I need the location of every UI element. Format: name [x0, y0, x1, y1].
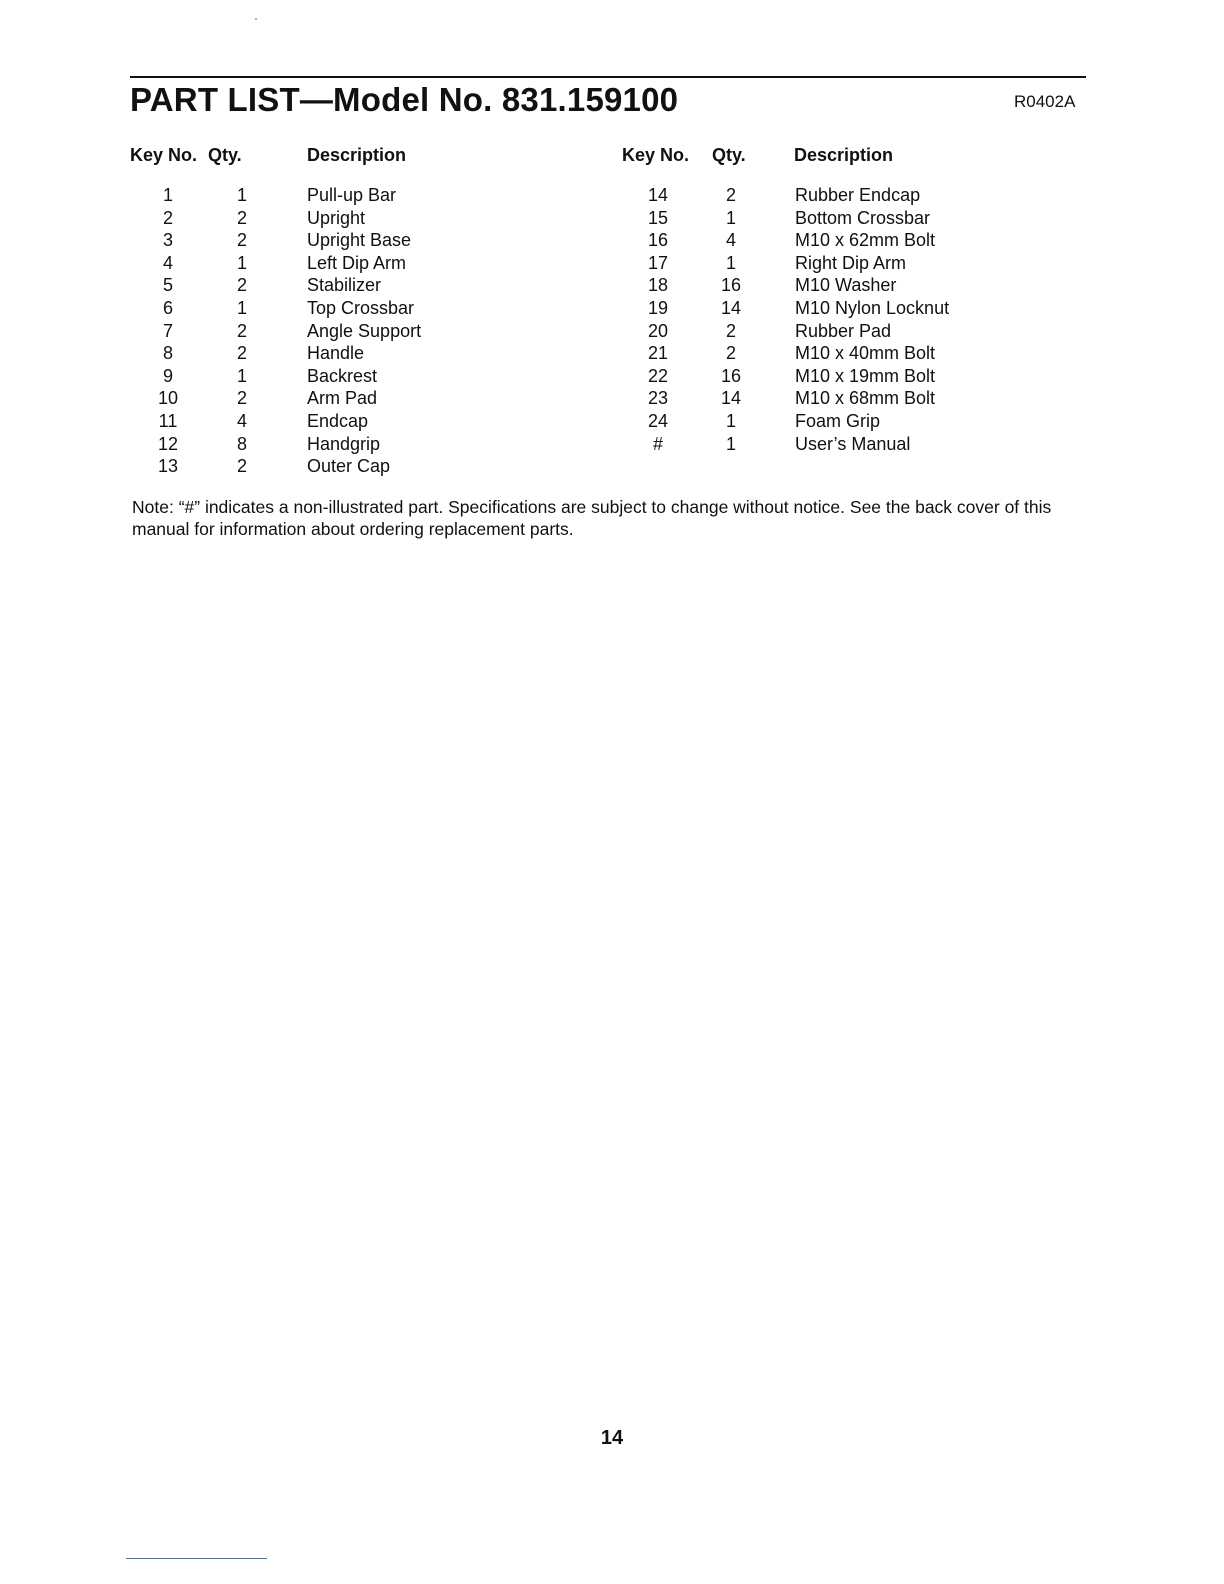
part-qty: 16 — [720, 275, 742, 296]
part-description: Left Dip Arm — [307, 252, 407, 273]
part-key-no: 11 — [158, 410, 178, 431]
part-qty: 2 — [236, 320, 247, 341]
table-row — [130, 387, 550, 410]
part-description: M10 x 40mm Bolt — [795, 343, 936, 364]
part-qty: 1 — [725, 433, 736, 454]
part-description: Bottom Crossbar — [795, 207, 931, 228]
table-row — [130, 433, 550, 456]
part-key-no: 10 — [157, 388, 179, 409]
part-key-no: 16 — [647, 230, 669, 251]
part-description: M10 x 62mm Bolt — [795, 230, 936, 251]
part-description: Pull-up Bar — [307, 185, 397, 205]
part-key-no: 4 — [162, 252, 173, 273]
part-key-no: 2 — [162, 207, 173, 228]
part-key-no: 17 — [647, 252, 669, 273]
table-row — [619, 320, 1039, 343]
part-qty: 1 — [236, 252, 247, 273]
part-qty: 2 — [725, 185, 736, 205]
header-qty: Qty. — [208, 145, 242, 165]
part-key-no: 8 — [162, 343, 173, 364]
part-qty: 2 — [236, 207, 247, 228]
header-description: Description — [307, 145, 407, 165]
table-row — [619, 342, 1039, 365]
part-description: M10 Nylon Locknut — [795, 297, 950, 318]
part-description: Arm Pad — [307, 388, 378, 409]
table-row — [619, 410, 1039, 433]
part-description: M10 x 19mm Bolt — [795, 365, 936, 386]
note-text: Note: “#” indicates a non-illustrated part. Specifications are subject to change without notice. See the back cover of this manual for information about ordering replacement parts. — [132, 497, 1052, 539]
part-qty: 1 — [725, 207, 736, 228]
part-key-no: 23 — [647, 388, 669, 409]
header-qty: Qty. — [712, 145, 746, 165]
part-description: Stabilizer — [307, 275, 382, 296]
part-key-no: 7 — [162, 320, 173, 341]
part-key-no: 15 — [647, 207, 669, 228]
table-row — [130, 274, 550, 297]
part-description: Rubber Pad — [795, 320, 892, 341]
part-description: Outer Cap — [307, 456, 391, 477]
table-row — [130, 342, 550, 365]
document-code: R0402A — [1014, 92, 1076, 111]
header-description: Description — [794, 145, 894, 165]
table-header-row — [619, 144, 1039, 184]
part-qty: 14 — [720, 388, 742, 409]
part-qty: 4 — [725, 230, 736, 251]
header-key-no: Key No. — [130, 145, 198, 165]
part-key-no: 22 — [647, 365, 669, 386]
parts-rows-left — [130, 184, 550, 478]
part-description: Backrest — [307, 365, 378, 386]
table-row — [130, 410, 550, 433]
part-key-no: # — [652, 433, 663, 454]
part-key-no: 1 — [162, 185, 173, 205]
table-row — [130, 229, 550, 252]
part-key-no: 20 — [647, 320, 669, 341]
table-row — [619, 365, 1039, 388]
part-qty: 1 — [725, 252, 736, 273]
part-key-no: 3 — [162, 230, 173, 251]
part-qty: 2 — [236, 456, 247, 477]
part-description: Foam Grip — [795, 410, 881, 431]
footer-rule — [126, 1558, 267, 1559]
part-qty: 2 — [236, 388, 247, 409]
table-row — [130, 297, 550, 320]
table-row — [619, 433, 1039, 456]
table-row — [619, 229, 1039, 252]
part-key-no: 24 — [647, 410, 669, 431]
parts-table-left — [130, 144, 550, 478]
header-key-no: Key No. — [622, 145, 690, 165]
table-row — [130, 252, 550, 275]
part-qty: 1 — [236, 185, 247, 205]
part-qty: 2 — [236, 230, 247, 251]
scan-speck — [255, 18, 257, 20]
table-row — [619, 252, 1039, 275]
part-description: Handgrip — [307, 433, 381, 454]
page-number: 14 — [600, 1427, 624, 1449]
parts-rows-right — [619, 184, 1039, 455]
part-description: Handle — [307, 343, 365, 364]
title-rule — [130, 76, 1086, 78]
table-row — [130, 365, 550, 388]
part-qty: 16 — [720, 365, 742, 386]
part-description: User’s Manual — [795, 433, 911, 454]
part-description: Angle Support — [307, 320, 422, 341]
part-qty: 1 — [725, 410, 736, 431]
table-row — [130, 455, 550, 478]
table-row — [130, 207, 550, 230]
table-row — [619, 184, 1039, 207]
table-row — [130, 184, 550, 207]
part-key-no: 18 — [647, 275, 669, 296]
part-description: Endcap — [307, 410, 369, 431]
parts-table-right — [619, 144, 1039, 455]
part-key-no: 19 — [647, 297, 669, 318]
part-description: Upright — [307, 207, 366, 228]
part-description: M10 x 68mm Bolt — [795, 388, 936, 409]
part-qty: 2 — [725, 320, 736, 341]
part-description: M10 Washer — [795, 275, 897, 296]
page-title: PART LIST—Model No. 831.159100 — [130, 81, 679, 118]
part-description: Upright Base — [307, 230, 412, 251]
part-key-no: 12 — [157, 433, 179, 454]
table-row — [619, 274, 1039, 297]
part-key-no: 6 — [162, 297, 173, 318]
part-key-no: 9 — [162, 365, 173, 386]
part-qty: 2 — [725, 343, 736, 364]
table-row — [619, 387, 1039, 410]
part-qty: 14 — [720, 297, 742, 318]
part-description: Top Crossbar — [307, 297, 415, 318]
part-qty: 4 — [236, 410, 247, 431]
part-qty: 1 — [236, 365, 247, 386]
part-qty: 8 — [236, 433, 247, 454]
table-row — [619, 297, 1039, 320]
part-key-no: 21 — [647, 343, 669, 364]
part-qty: 2 — [236, 343, 247, 364]
part-description: Right Dip Arm — [795, 252, 907, 273]
part-key-no: 13 — [157, 456, 179, 477]
part-description: Rubber Endcap — [795, 185, 921, 205]
table-row — [130, 320, 550, 343]
part-qty: 2 — [236, 275, 247, 296]
table-row — [619, 207, 1039, 230]
table-header-row — [130, 144, 550, 184]
part-key-no: 5 — [162, 275, 173, 296]
part-qty: 1 — [236, 297, 247, 318]
part-key-no: 14 — [647, 185, 669, 205]
